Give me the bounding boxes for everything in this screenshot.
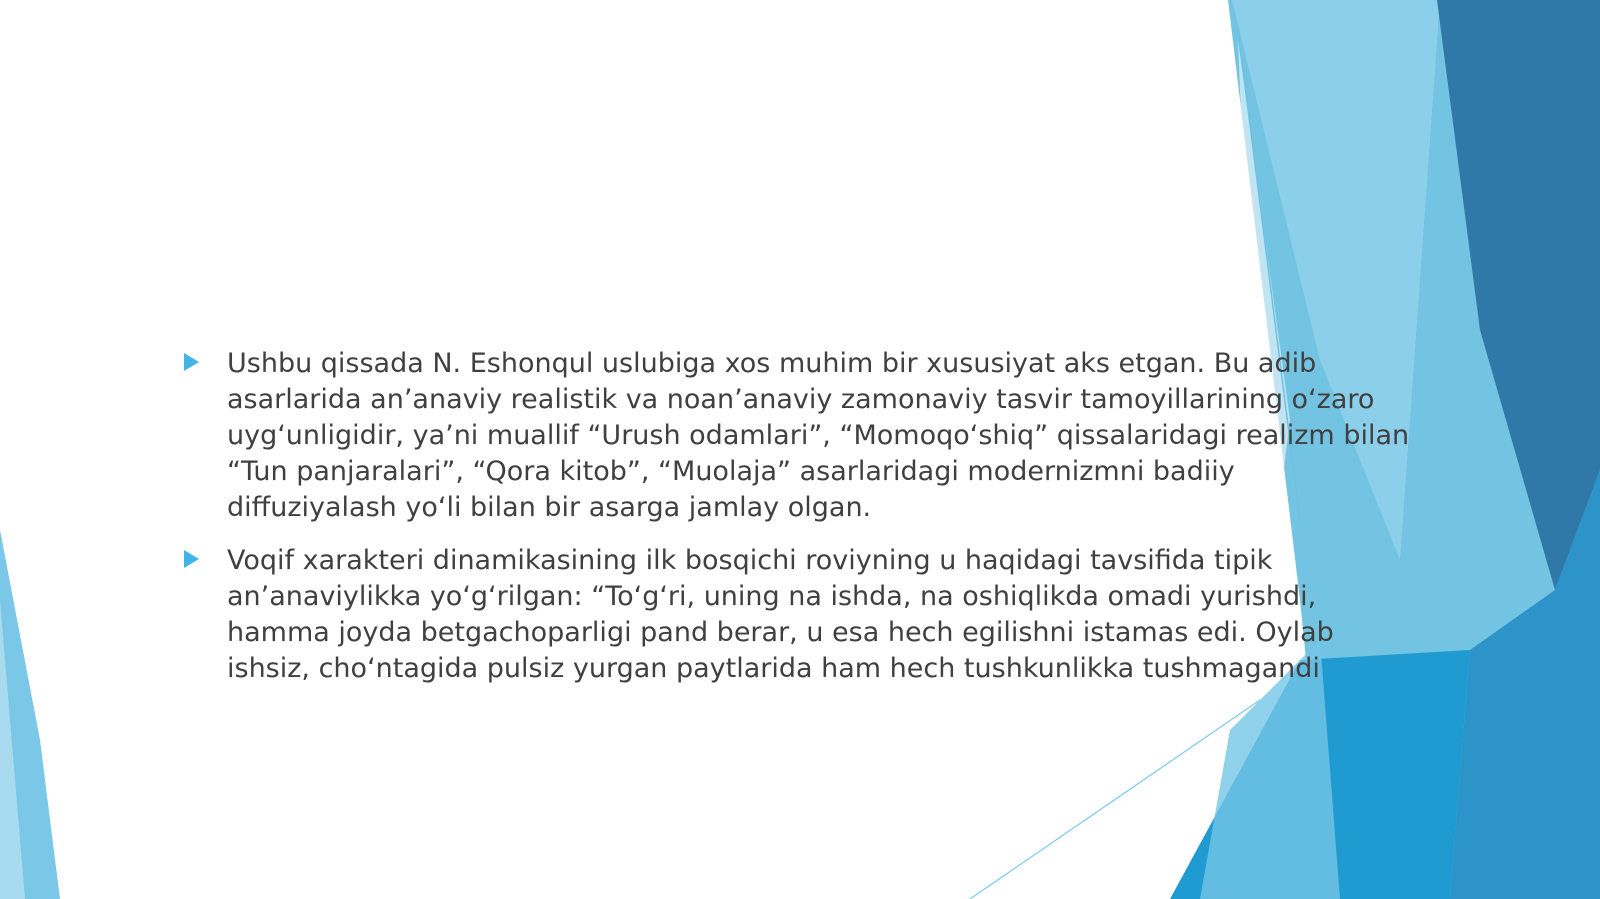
bullet-text-2: Voqif xarakteri dinamikasining ilk bosqichi roviyning u haqidagi tavsifida tipik an’anaviylikka yo‘g‘rilgan: “To‘g‘ri, uning na ishda, na oshiqlikda omadi yurishdi, hamma joyda betgachoparligi pand berar, u esa hech egilishni istamas edi. Oylab ishsiz, cho‘ntagida pulsiz yurgan paytlarida ham hech tushkunlikka tushmagandi xyxy=(227,545,1334,684)
triangle-bullet-icon xyxy=(184,353,199,371)
bullet-item-2 xyxy=(180,543,1410,687)
triangle-bullet-icon xyxy=(184,550,199,568)
bullet-list xyxy=(180,346,1410,704)
bullet-text-1: Ushbu qissada N. Eshonqul uslubiga xos muhim bir xususiyat aks etgan. Bu adib asarlarida an’anaviy realistik va noan’anaviy zamonaviy tasvir tamoyillarining o‘zaro uyg‘unligidir, ya’ni muallif “Urush odamlari”, “Momoqo‘shiq” qissalaridagi realizm bilan “Tun panjaralari”, “Qora kitob”, “Muolaja” asarlaridagi modernizmni badiiy diffuziyalash yo‘li bilan bir asarga jamlay olgan. xyxy=(227,348,1410,523)
bullet-item-1 xyxy=(180,346,1410,526)
